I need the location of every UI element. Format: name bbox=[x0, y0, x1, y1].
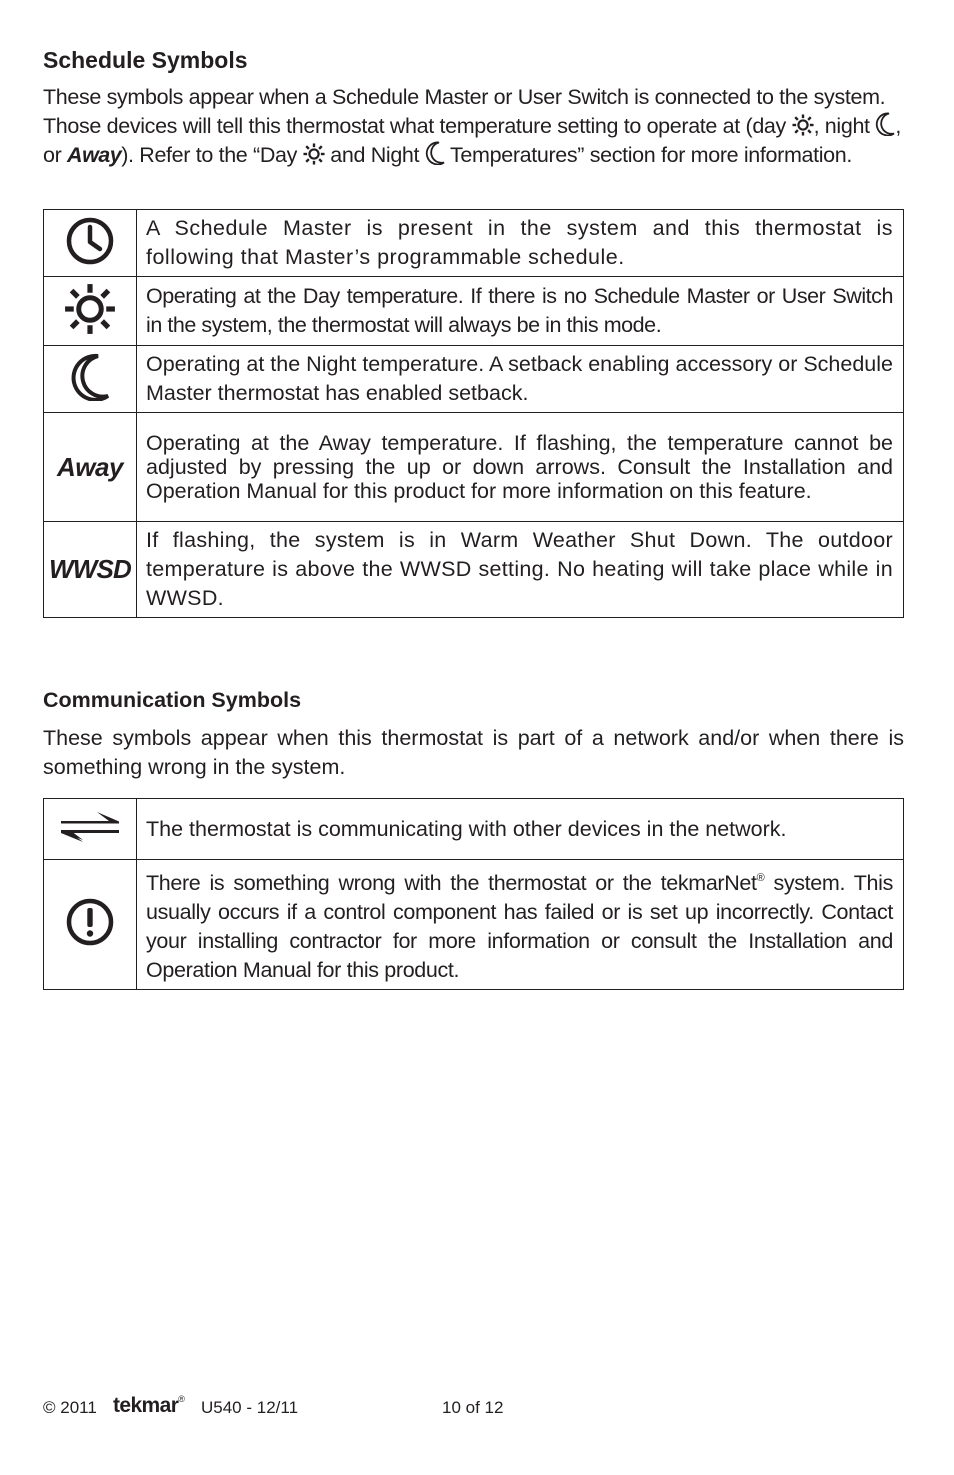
symbol-description: There is something wrong with the thermostat or the tekmarNet® system. This usually occurs if a control component has failed or is set up incorrectly. Contact your installing contractor for more information or consult the Installation and Operation Manual for this product. bbox=[137, 860, 904, 990]
sun-icon bbox=[303, 143, 325, 165]
symbol-description: The thermostat is communicating with other devices in the network. bbox=[137, 799, 904, 860]
tekmar-logo: tekmar® bbox=[113, 1394, 185, 1417]
table-row bbox=[44, 277, 904, 346]
moon-icon bbox=[425, 141, 445, 165]
away-label: Away bbox=[57, 451, 123, 482]
symbol-description: A Schedule Master is present in the system and this thermostat is following that Master’s programmable schedule. bbox=[137, 210, 904, 277]
table-row bbox=[44, 799, 904, 860]
document-code: U540 - 12/11 bbox=[201, 1398, 299, 1417]
communication-symbols-heading: Communication Symbols bbox=[43, 688, 302, 712]
table-row bbox=[44, 210, 904, 277]
symbol-cell bbox=[44, 522, 137, 618]
copyright: © 2011 bbox=[43, 1398, 97, 1417]
page-number: 10 of 12 bbox=[442, 1398, 504, 1417]
symbol-description: Operating at the Away temperature. If flashing, the temperature cannot be adjusted by pressing the up or down arrows. Consult the Installation and Operation Manual for this product for more information on this feature. bbox=[137, 413, 904, 522]
schedule-symbols-heading: Schedule Symbols bbox=[43, 47, 248, 73]
warning-exclamation-icon bbox=[65, 897, 115, 947]
symbol-description: Operating at the Day temperature. If there is no Schedule Master or User Switch in the system, the thermostat will always be in this mode. bbox=[137, 277, 904, 346]
network-arrows-icon bbox=[59, 810, 121, 844]
symbol-description: Operating at the Night temperature. A setback enabling accessory or Schedule Master thermostat has enabled setback. bbox=[137, 346, 904, 413]
schedule-symbols-intro: These symbols appear when a Schedule Master or User Switch is connected to the system. Those devices will tell this thermostat what temperature setting to operate at (day , night , or Away). Refer to the “Day and Night Temperatures” section for more information. bbox=[43, 85, 901, 167]
moon-icon bbox=[875, 112, 895, 136]
sun-icon bbox=[64, 283, 116, 335]
table-row bbox=[44, 346, 904, 413]
symbol-cell bbox=[44, 277, 137, 346]
symbol-cell bbox=[44, 210, 137, 277]
symbol-cell bbox=[44, 860, 137, 990]
table-row bbox=[44, 413, 904, 522]
communication-symbols-intro: These symbols appear when this thermostat is part of a network and/or when there is something wrong in the system. bbox=[43, 726, 904, 779]
schedule-symbols-table bbox=[43, 209, 904, 618]
wwsd-label: WWSD bbox=[49, 554, 131, 584]
symbol-cell bbox=[44, 413, 137, 522]
communication-symbols-table bbox=[43, 798, 904, 990]
clock-icon bbox=[65, 216, 115, 266]
moon-icon bbox=[69, 353, 111, 401]
symbol-description: If flashing, the system is in Warm Weather Shut Down. The outdoor temperature is above the WWSD setting. No heating will take place while in WWSD. bbox=[137, 522, 904, 618]
symbol-cell bbox=[44, 346, 137, 413]
sun-icon bbox=[792, 114, 814, 136]
symbol-cell bbox=[44, 799, 137, 860]
table-row bbox=[44, 860, 904, 990]
table-row bbox=[44, 522, 904, 618]
away-inline-label: Away bbox=[67, 143, 122, 167]
